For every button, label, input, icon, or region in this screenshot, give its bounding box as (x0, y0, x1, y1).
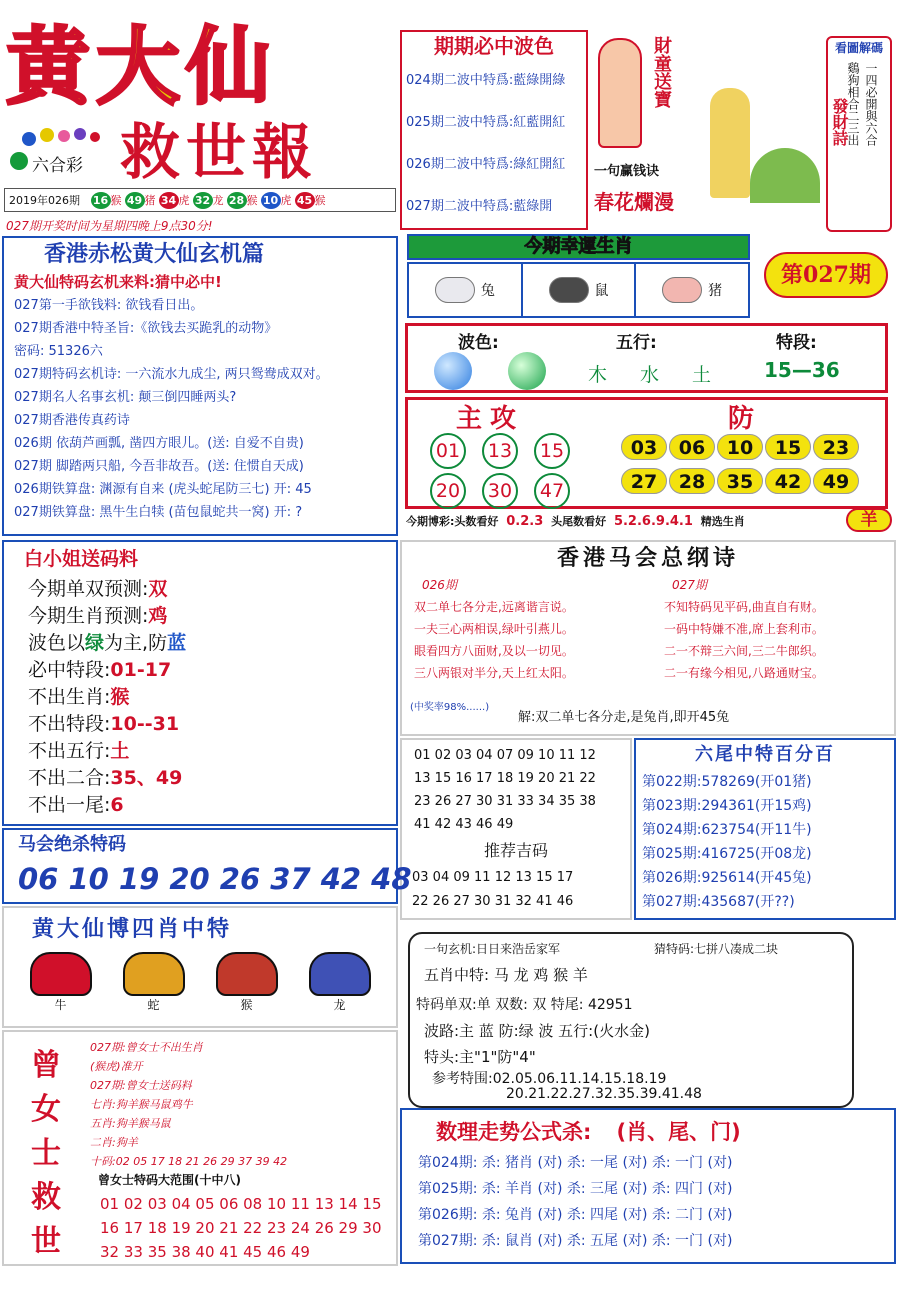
result-ball: 28 (227, 192, 247, 209)
bottom-label-3: 精选生肖 (700, 515, 745, 528)
lucky-animal-name: 兔 (480, 283, 495, 299)
poem-line-right: 二一有缘今相见,八路通财宝。 (664, 666, 824, 680)
result-ball: 32 (193, 192, 213, 209)
result-zodiac: 猪 (144, 194, 156, 207)
dots (22, 128, 112, 148)
lucky-title: 今期幸運生肖 (524, 236, 633, 257)
xuanji-line: 027期名人名事玄机: 颠三倒四睡两头? (14, 390, 237, 405)
attack-box (405, 397, 888, 509)
zeng-range-row: 16 17 18 19 20 21 22 23 24 26 29 30 (100, 1219, 382, 1237)
prediction-label: 不出一尾: (28, 794, 111, 816)
lucky-cell (636, 264, 748, 316)
main-number: 15 (534, 433, 570, 469)
rec-title: 推荐吉码 (483, 841, 548, 860)
xuanji-line: 027期香港传真药诗 (14, 413, 130, 428)
result-balls (88, 194, 326, 207)
sheep-badge-text: 羊 (860, 510, 878, 530)
defend-number: 06 (669, 434, 715, 460)
wave-line: 024期二波中特爲:藍綠開綠 (406, 73, 566, 88)
tips-line-4: 波路:主 蓝 防:绿 波 五行:(火水金) (424, 1022, 650, 1040)
zeng-side-char: 世 (31, 1224, 61, 1259)
lucky-animal-icon (549, 277, 589, 303)
xuanji-line: 027第一手欲钱料: 欲钱看日出。 (14, 298, 204, 313)
green-wave-icon (508, 352, 546, 390)
scroll-title: 看圖解碼 (834, 41, 883, 55)
main-number: 13 (482, 433, 518, 469)
main-numbers (422, 432, 602, 512)
xuanji-line: 027期香港中特圣旨:《欲钱去买跪乳的动物》 (14, 321, 278, 336)
four-animal-icon (30, 952, 92, 996)
result-bar (4, 188, 396, 212)
xuanji-line: 027期特码玄机诗: 一六流水九成尘, 两只鸳鸯成双对。 (14, 367, 329, 382)
defend-numbers (620, 430, 885, 498)
kill-numbers: 06 10 19 20 26 37 42 48 (18, 862, 412, 896)
bottom-value-2: 5.2.6.9.4.1 (613, 514, 693, 529)
formula-box (400, 1108, 896, 1264)
main-label: 主攻 (456, 404, 525, 434)
result-zodiac: 虎 (178, 194, 190, 207)
tips-line-2: 五肖中特: 马 龙 鸡 猴 羊 (424, 966, 588, 984)
four-box (2, 906, 398, 1028)
prediction-label: 不出特段: (28, 713, 111, 735)
xiaoyi-title: 白小姐送码料 (24, 548, 139, 570)
four-animals (4, 952, 396, 1013)
result-zodiac: 虎 (280, 194, 292, 207)
tips-line-7: 20.21.22.27.32.35.39.41.48 (506, 1086, 702, 1102)
xuanji-line: 027期 脚踏两只船, 今吾非故吾。(送: 住惯自天成) (14, 459, 304, 474)
prediction-label: 今期单双预测: (28, 578, 149, 600)
bottom-label-1: 今期博彩:头数看好 (406, 515, 499, 528)
xuanji-line: 026期 依葫芦画瓢, 凿四方眼儿。(送: 自爱不自贵) (14, 436, 304, 451)
prediction-row (4, 684, 396, 711)
sheep-badge (846, 508, 892, 532)
formula-title: 数理走势公式杀: (436, 1120, 592, 1144)
prediction-label: 不出生肖: (28, 686, 111, 708)
hill (750, 148, 820, 203)
bottom-label-2: 头尾数看好 (551, 515, 607, 528)
xuanji-line: 027期铁算盘: 黑牛生白犊 (苗包鼠蛇共一窝) 开: ? (14, 505, 303, 520)
prediction-value: 绿 (85, 632, 105, 654)
defend-number: 15 (765, 434, 811, 460)
poem-title: 發財詩 (830, 98, 849, 146)
wave-line: 025期二波中特爲:紅藍開紅 (406, 115, 566, 130)
wuxing-box (405, 323, 888, 393)
prediction-label-2: 为主,防 (104, 632, 168, 654)
four-animal (309, 952, 371, 1013)
sixtail-box (634, 738, 896, 920)
attack-bottom (406, 513, 745, 529)
lucky-cell (523, 264, 637, 316)
result-ball: 45 (295, 192, 315, 209)
logo-dot (10, 152, 28, 170)
zeng-line: 七肖:狗羊猴马鼠鸡牛 (90, 1098, 193, 1111)
number-row: 01 02 03 04 07 09 10 11 12 (414, 748, 596, 763)
boy-figure (598, 38, 642, 148)
wave-line: 027期二波中特爲:藍綠開 (406, 199, 553, 214)
zeng-lines (90, 1038, 287, 1190)
wx-1: 木 (588, 364, 608, 386)
result-ball: 10 (261, 192, 281, 209)
wx-label: 五行: (616, 333, 657, 353)
bottom-value-1: 0.2.3 (506, 514, 544, 529)
zeng-line: 027期:曾女士不出生肖 (90, 1041, 203, 1054)
result-ball: 16 (91, 192, 111, 209)
number-row: 41 42 43 46 49 (414, 817, 514, 832)
result-ball: 34 (159, 192, 179, 209)
xuanji-title: 香港赤松黄大仙玄机篇 (44, 241, 265, 267)
poem-line-left: 三八两银对半分,天上红太阳。 (414, 666, 574, 680)
poem-issue-2: 027期 (672, 578, 707, 592)
poem-line-left: 一夫三心两相误,绿叶引燕儿。 (414, 622, 574, 636)
poem-rate: (中奖率98%......) (410, 702, 490, 713)
xuanji-line: 026期铁算盘: 渊源有自来 (虎头蛇尾防三七) 开: 45 (14, 482, 312, 497)
defend-number: 27 (621, 468, 667, 494)
prediction-value-2: 蓝 (167, 632, 187, 654)
prediction-label: 今期生肖预测: (28, 605, 149, 627)
zeng-side-char: 士 (31, 1136, 61, 1171)
issue-badge (764, 252, 888, 298)
poem-line-right: 不知特码见平码,曲直自有财。 (664, 600, 824, 614)
zeng-side (26, 1044, 66, 1264)
tips-box (408, 932, 854, 1108)
rec-row: 22 26 27 30 31 32 41 46 (412, 894, 574, 909)
zeng-line: 027期:曾女士送码料 (90, 1079, 192, 1092)
poem-line-1: 一四必開與六合 (864, 62, 878, 146)
zeng-side-char: 救 (31, 1180, 61, 1215)
poem-line-2: 鷄狗相合二三出 (846, 62, 860, 146)
xiaoyi-rows (4, 576, 396, 819)
kill-box (2, 828, 412, 904)
sixtail-row: 第027期:435687(开??) (642, 894, 795, 910)
wave-label: 波色: (458, 333, 499, 353)
rec-row: 03 04 09 11 12 13 15 17 (412, 870, 574, 885)
sixtail-row: 第024期:623754(开11牛) (642, 822, 812, 838)
wave-lines (402, 60, 586, 228)
result-zodiac: 猴 (110, 194, 122, 207)
subtitle: 六合彩 (32, 156, 83, 176)
tips-line-6: 参考特围:02.05.06.11.14.15.18.19 (432, 1071, 667, 1087)
sixtail-title: 六尾中特百分百 (695, 744, 835, 765)
kill-title: 马会绝杀特码 (18, 834, 126, 855)
zeng-range-row: 32 33 35 38 40 41 45 46 49 (100, 1243, 310, 1261)
poster (590, 28, 895, 238)
zeng-line: 五肖:狗羊猴马鼠 (90, 1117, 171, 1130)
prediction-row (4, 711, 396, 738)
main-number: 47 (534, 473, 570, 509)
defend-number: 35 (717, 468, 763, 494)
wave-title: 期期必中波色 (434, 34, 554, 58)
poem-issue-1: 026期 (422, 578, 457, 592)
formula-row: 第026期: 杀: 兔肖 (对) 杀: 四尾 (对) 杀: 二门 (对) (418, 1207, 733, 1223)
sixtail-rows (636, 770, 894, 914)
prediction-value: 双 (148, 578, 168, 600)
zeng-range-row: 01 02 03 04 05 06 08 10 11 13 14 15 (100, 1195, 382, 1213)
poem-line-left: 眼看四方八面财,及以一切见。 (414, 644, 574, 658)
blue-wave-icon (434, 352, 472, 390)
poster-caption-1: 財童送寶 (651, 36, 672, 108)
result-zodiac: 猴 (314, 194, 326, 207)
sixtail-row: 第026期:925614(开45兔) (642, 870, 812, 886)
number-rows (402, 740, 630, 836)
prediction-label: 波色以 (28, 632, 86, 654)
poem-line-right: 二一不辩三六间,三二牛郎织。 (664, 644, 824, 658)
defend-number: 42 (765, 468, 811, 494)
main-number: 30 (482, 473, 518, 509)
four-animal (30, 952, 92, 1013)
result-zodiac: 龙 (212, 194, 224, 207)
rec-rows (402, 866, 630, 914)
xuanji-subtitle: 黄大仙特码玄机来料:猜中必中! (14, 273, 222, 291)
xuanji-line: 密码: 51326六 (14, 344, 103, 359)
four-animal-icon (123, 952, 185, 996)
issue-label: 2019年026期 (9, 194, 80, 207)
prediction-value: 6 (110, 794, 124, 816)
four-title: 黄大仙博四肖中特 (32, 917, 233, 942)
numbers-box (400, 738, 632, 920)
formula-header (402, 1110, 894, 1150)
zeng-line: 曾女士特码大范围(十中八) (98, 1173, 241, 1187)
sixtail-row: 第023期:294361(开15鸡) (642, 798, 812, 814)
formula-row: 第025期: 杀: 羊肖 (对) 杀: 三尾 (对) 杀: 四门 (对) (418, 1181, 733, 1197)
prediction-label: 必中特段: (28, 659, 111, 681)
lucky-animal-icon (435, 277, 475, 303)
xuanji-box (2, 236, 398, 536)
zeng-box (2, 1030, 398, 1266)
scroll (826, 36, 892, 232)
lucky-animal-name: 鼠 (594, 283, 609, 299)
hkpoem-box (400, 540, 896, 736)
wx-2: 水 (640, 364, 660, 386)
zeng-line: 十码:02 05 17 18 21 26 29 37 39 42 (90, 1155, 288, 1168)
masthead-title-1: 黄大仙 (6, 17, 277, 116)
tips-line-1b: 猜特码:七拼八凑成二块 (654, 942, 779, 956)
wave-line: 026期二波中特爲:綠紅開紅 (406, 157, 566, 172)
defend-number: 23 (813, 434, 859, 460)
defend-number: 49 (813, 468, 859, 494)
poem-line-left: 双二单七各分走,远离谐言说。 (414, 600, 574, 614)
wx-3: 土 (692, 364, 712, 386)
notice: 027期开奖时间为星期四晚上9点30分! (6, 219, 213, 233)
zeng-side-char: 女 (31, 1092, 61, 1127)
zeng-line: (猴虎)准开 (90, 1060, 143, 1073)
defend-number: 10 (717, 434, 763, 460)
lucky-header (407, 234, 750, 260)
sixtail-row: 第022期:578269(开01猪) (642, 774, 812, 790)
defend-label: 防 (728, 404, 755, 434)
issue-badge-text: 第027期 (781, 262, 871, 288)
tips-line-1a: 一句玄机:日日来浩岳家军 (424, 942, 561, 956)
tips-line-3: 特码单双:单 双数: 双 特尾: 42951 (416, 997, 633, 1013)
prediction-row (4, 765, 396, 792)
lucky-animals (407, 262, 750, 318)
poem-jie: 解:双二单七各分走,是兔肖,即开45兔 (518, 710, 730, 725)
formula-title-2: (肖、尾、门) (616, 1120, 741, 1144)
poster-caption-2: 一句赢钱诀 (594, 164, 660, 179)
formula-rows (402, 1150, 894, 1254)
main-number: 01 (430, 433, 466, 469)
prediction-value: 土 (110, 740, 130, 762)
prediction-row (4, 630, 396, 657)
prediction-row (4, 576, 396, 603)
poem-left (414, 596, 574, 684)
four-animal (216, 952, 278, 1013)
prediction-label: 不出二合: (28, 767, 111, 789)
defend-number: 03 (621, 434, 667, 460)
prediction-value: 鸡 (148, 605, 168, 627)
lucky-animal-name: 猪 (708, 283, 723, 299)
formula-row: 第027期: 杀: 鼠肖 (对) 杀: 五尾 (对) 杀: 一门 (对) (418, 1233, 733, 1249)
prediction-label: 不出五行: (28, 740, 111, 762)
poem-line-right: 一码中特嫌不准,席上套利市。 (664, 622, 824, 636)
prediction-value: 35、49 (110, 767, 183, 789)
prediction-value: 01-17 (110, 659, 172, 681)
number-row: 23 26 27 30 31 33 34 35 38 (414, 794, 596, 809)
lucky-animal-icon (662, 277, 702, 303)
zeng-line: 二肖:狗羊 (90, 1136, 138, 1149)
four-animal-name: 猴 (240, 998, 253, 1012)
result-zodiac: 猴 (246, 194, 258, 207)
defend-number: 28 (669, 468, 715, 494)
prediction-row (4, 603, 396, 630)
zeng-range (100, 1192, 382, 1264)
prediction-row (4, 792, 396, 819)
result-ball: 49 (125, 192, 145, 209)
seg-label: 特段: (776, 333, 817, 353)
four-animal-icon (309, 952, 371, 996)
prediction-value: 猴 (110, 686, 130, 708)
poster-caption-3: 春花爛漫 (594, 190, 674, 214)
sixtail-row: 第025期:416725(开08龙) (642, 846, 812, 862)
masthead-title-2: 救世報 (120, 118, 318, 188)
four-animal-name: 龙 (333, 998, 346, 1012)
prediction-value: 10--31 (110, 713, 180, 735)
main-number: 20 (430, 473, 466, 509)
zeng-side-char: 曾 (31, 1048, 61, 1083)
wave-box (400, 30, 588, 230)
segment-value: 15—36 (764, 358, 840, 382)
four-animal-name: 牛 (54, 998, 67, 1012)
prediction-row (4, 657, 396, 684)
hkpoem-title: 香港马会总纲诗 (556, 546, 739, 571)
four-animal-icon (216, 952, 278, 996)
prediction-row (4, 738, 396, 765)
xuanji-lines (4, 294, 396, 524)
number-row: 13 15 16 17 18 19 20 21 22 (414, 771, 596, 786)
poem-right (664, 596, 824, 684)
scholar-figure (710, 88, 750, 198)
four-animal-name: 蛇 (147, 998, 160, 1012)
lucky-cell (409, 264, 523, 316)
xiaoyi-box (2, 540, 398, 826)
masthead (0, 0, 398, 215)
formula-row: 第024期: 杀: 猪肖 (对) 杀: 一尾 (对) 杀: 一门 (对) (418, 1155, 733, 1171)
four-animal (123, 952, 185, 1013)
tips-line-5: 特头:主"1"防"4" (424, 1048, 536, 1066)
